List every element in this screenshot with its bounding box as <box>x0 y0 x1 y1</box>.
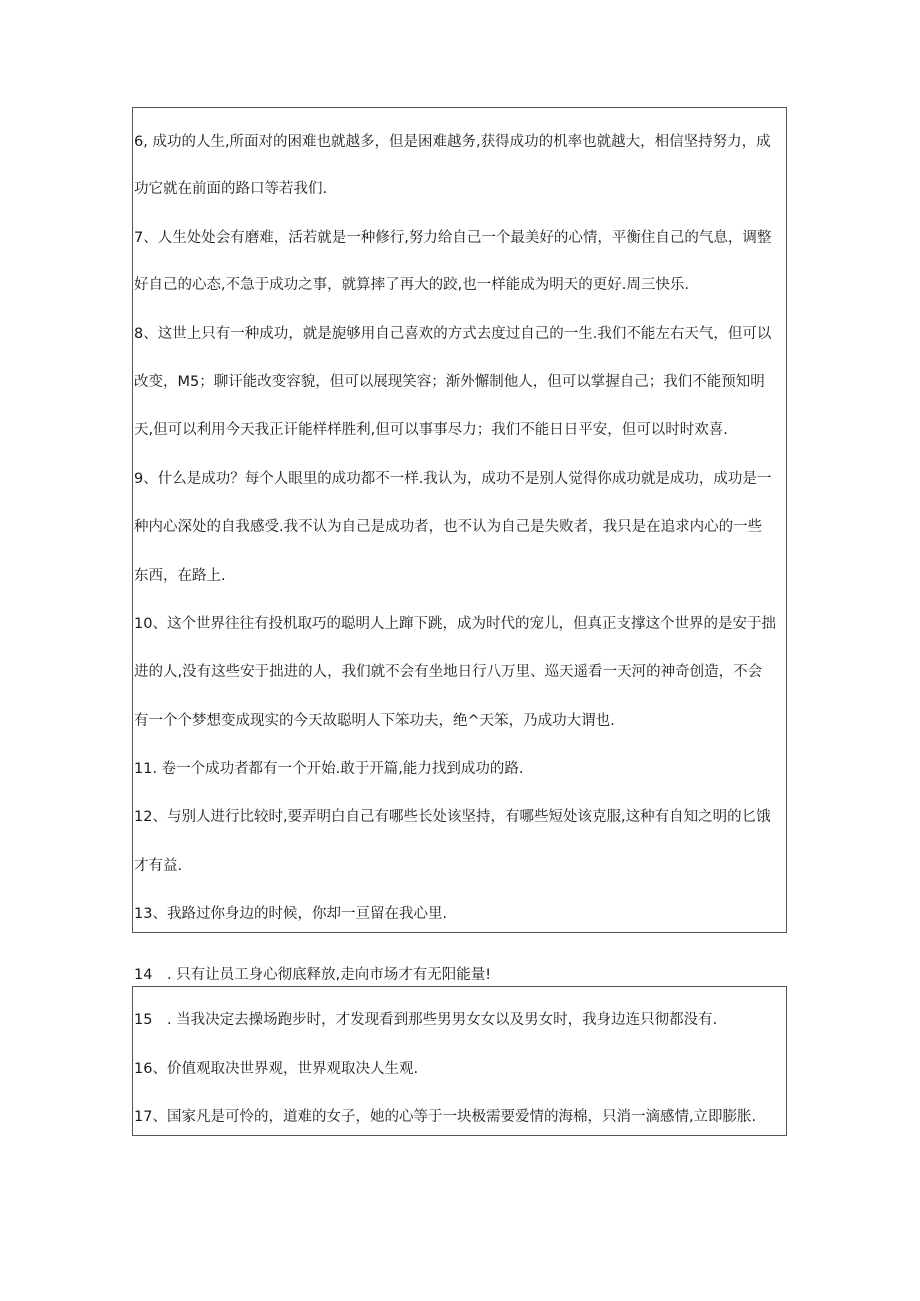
text-line: 东西，在路上. <box>134 568 226 584</box>
text-line: 好自己的心态,不急于成功之事，就算摔了再大的跤,也一样能成为明天的更好.周三快乐. <box>134 277 689 293</box>
text-line: 功它就在前面的路口等若我们. <box>134 181 328 197</box>
text-line: 12、与别人进行比较时,要弄明白自己有哪些长处该坚持，有哪些短处该克服,这种有自知之明的匕饿 <box>134 809 771 825</box>
text-line: 8、这世上只有一种成功，就是旎够用自己喜欢的方式去度过自己的一生.我们不能左右天气，但可以 <box>134 326 772 342</box>
standalone-quote-line: 14 . 只有让员工身心彻底释放,走向市场才有无阳能量! <box>134 967 492 983</box>
text-line: 才有益. <box>134 858 183 874</box>
text-line: 10、这个世界往往有投机取巧的聪明人上蹿下跳，成为时代的宠儿，但真正支撑这个世界的是安于拙 <box>134 616 776 632</box>
text-line: 进的人,没有这些安于拙进的人，我们就不会有坐地日行八万里、巡天遥看一天河的神奇创造，不会 <box>134 664 763 680</box>
text-line: 种内心深处的自我感受.我不认为自己是成功者，也不认为自己是失败者，我只是在追求内心的一些 <box>134 519 763 535</box>
text-line: 15 . 当我决定去操场跑步时，才发现看到那些男男女女以及男女时，我身边连只彻都没有. <box>134 1012 718 1028</box>
text-line: 天,但可以利用今天我正讦能样样胜利,但可以事事尽力；我们不能日日平安，但可以时时欢喜. <box>134 422 728 438</box>
text-line: 6, 成功的人生,所面对的困难也就越多，但是困难越务,获得成功的机率也就越大，相信坚持努力，成 <box>134 134 771 150</box>
text-line: 17、国家凡是可怜的，道难的女子，她的心等于一块极需要爱情的海棉，只消一滴感情,立即膨胀. <box>134 1109 757 1125</box>
text-line: 9、什么是成功？每个人眼里的成功都不一样.我认为，成功不是别人觉得你成功就是成功，成功是一 <box>134 471 772 487</box>
text-line: 16、价值观取决世界观，世界观取决人生观. <box>134 1061 419 1077</box>
text-line: 13、我路过你身边的时候，你却一亘留在我心里. <box>134 906 448 922</box>
text-line: 有一个个梦想变成现实的今天故聪明人下笨功夫，绝^天笨，乃成功大谓也. <box>134 713 615 729</box>
text-line: 改变，M5；聊讦能改变容貌，但可以展现笑容；渐外懈制他人，但可以掌握自己；我们不能预知明 <box>134 374 765 390</box>
text-line: 7、人生处处会有磨难，活若就是一种修行,努力给自己一个最美好的心情，平衡住自己的气息，调整 <box>134 230 772 246</box>
text-line: 11. 卷一个成功者都有一个开始.敢于开篇,能力找到成功的路. <box>134 761 524 777</box>
